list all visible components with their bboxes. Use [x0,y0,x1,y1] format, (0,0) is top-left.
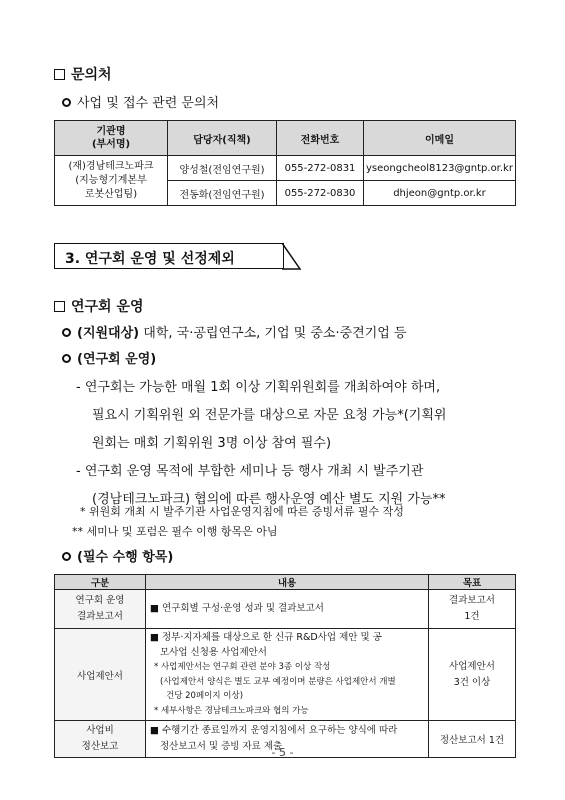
contact-heading: 문의처 [54,64,112,84]
target-cell: 사업제안서 3건 이상 [429,629,516,721]
category-cell: 사업제안서 [55,629,146,721]
circle-bullet-icon [62,98,71,107]
body-line-3: 원회는 매회 기획위원 3명 이상 참여 필수) [92,436,332,451]
circle-bullet-icon [62,552,71,561]
phone-cell: 055-272-0831 [277,156,364,181]
content-note: 건당 20페이지 이상) [166,691,244,701]
person-cell: 양성철(전임연구원) [168,156,277,181]
target-line: (지원대상) 대학, 국·공립연구소, 기업 및 중소·중견기업 등 [62,322,407,341]
checkbox-square-icon [54,69,65,80]
body-line-2: 필요시 기획위원 외 전문가를 대상으로 자문 요청 가능*(기획위 [92,408,447,423]
contact-table [54,120,516,206]
footnote-2: ** 세미나 및 포럼은 필수 이행 항목은 아님 [72,525,278,538]
section-title: 3. 연구회 운영 및 선정제외 [65,251,235,267]
content-line: 정산보고서 및 증빙 자료 제출 [160,741,283,752]
contact-subheading: 사업 및 접수 관련 문의처 [62,92,219,111]
org-cell: (재)경남테크노파크 (지능형기계본부 로봇산업팀) [55,156,168,206]
target-cell: 정산보고서 1건 [429,721,516,758]
section-title-box [54,243,284,269]
content-note: * 세부사항은 경남테크노파크와 협의 가능 [154,705,309,716]
required-items-table [54,574,516,758]
col-phone: 전화번호 [277,121,364,156]
content-cell: ■ 연구회별 구성·운영 성과 및 결과보고서 [146,590,429,629]
operation-label-line: (연구회 운영) [62,348,156,367]
col-person: 담당자(직책) [168,121,277,156]
table-row [55,156,516,181]
col-content: 내용 [146,575,429,590]
body-line-1: - 연구회는 가능한 매월 1회 이상 기획위원회를 개최하여야 하며, [76,380,441,395]
target-cell: 결과보고서 1건 [429,590,516,629]
category-cell: 연구회 운영 결과보고서 [55,590,146,629]
content-line: ■ 정부·지자체를 대상으로 한 신규 R&D사업 제안 및 공 [150,632,382,643]
content-cell [146,629,429,721]
page-number: - 5 - [271,746,294,759]
content-line: ■ 수행기간 종료일까지 운영지침에서 요구하는 양식에 따라 [150,725,398,736]
operation-heading: 연구회 운영 [54,296,144,316]
col-email: 이메일 [364,121,516,156]
table-row [55,629,516,721]
col-org: 기관명 (부서명) [55,121,168,156]
content-note: * 사업제안서는 연구회 관련 분야 3종 이상 작성 [154,662,331,672]
circle-bullet-icon [62,328,71,337]
required-label-line: (필수 수행 항목) [62,546,173,565]
phone-cell: 055-272-0830 [277,181,364,206]
body-line-4: - 연구회 운영 목적에 부합한 세미나 등 행사 개최 시 발주기관 [76,464,424,479]
email-cell: yseongcheol8123@gntp.or.kr [364,156,516,181]
col-category: 구분 [55,575,146,590]
circle-bullet-icon [62,354,71,363]
title-arrow-tab [282,243,302,270]
checkbox-square-icon [54,301,65,312]
footnote-1: * 위원회 개최 시 발주기관 사업운영지침에 따른 증빙서류 필수 작성 [80,505,404,518]
col-target: 목표 [429,575,516,590]
content-line: 모사업 신청용 사업제안서 [160,646,267,658]
content-note: (사업제안서 양식은 별도 교부 예정이며 분량은 사업제안서 개별 [160,676,396,687]
category-cell: 사업비 정산보고 [55,721,146,758]
table-row [55,590,516,629]
body-line-5: (경남테크노파크) 협의에 따른 행사운영 예산 별도 지원 가능** [92,492,446,507]
person-cell: 전동화(전임연구원) [168,181,277,206]
email-cell: dhjeon@gntp.or.kr [364,181,516,206]
